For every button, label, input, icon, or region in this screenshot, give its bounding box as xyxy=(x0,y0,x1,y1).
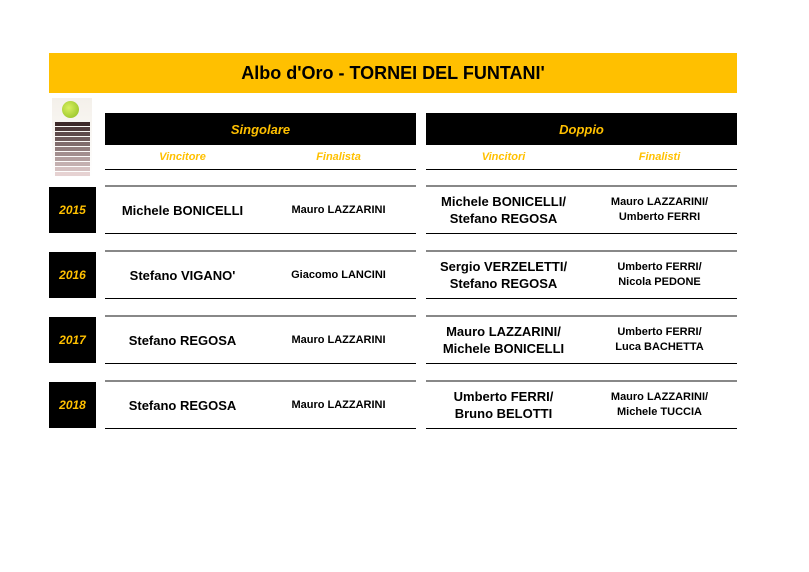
section-doppio: Doppio xyxy=(426,113,737,145)
logo-stripe xyxy=(55,152,90,156)
player: Sergio VERZELETTI/ xyxy=(439,259,568,274)
logo-stripe xyxy=(55,137,90,141)
doppio-finalisti xyxy=(582,382,737,428)
row-bottom-line xyxy=(426,363,737,364)
player: Stefano REGOSA xyxy=(449,211,558,226)
col-vincitori: Vincitori xyxy=(481,151,526,163)
singolare-vincitore: Michele BONICELLI xyxy=(121,202,244,218)
doppio-vincitori xyxy=(426,382,581,428)
player: Umberto FERRI xyxy=(618,211,701,223)
singolare-finalista: Giacomo LANCINI xyxy=(291,268,386,281)
player: Michele BONICELLI xyxy=(442,341,565,356)
player: Stefano REGOSA xyxy=(449,276,558,291)
singolare-finalista: Mauro LAZZARINI xyxy=(291,203,386,216)
singolare-finalista: Mauro LAZZARINI xyxy=(291,333,386,346)
player: Umberto FERRI/ xyxy=(453,389,554,404)
col-finalisti: Finalisti xyxy=(638,151,681,163)
tennis-logo xyxy=(52,98,92,178)
player: Mauro LAZZARINI/ xyxy=(446,324,561,339)
doppio-finalisti xyxy=(582,317,737,363)
player: Bruno BELOTTI xyxy=(454,406,553,421)
logo-stripe xyxy=(55,142,90,146)
logo-stripe xyxy=(55,157,90,161)
row-bottom-line xyxy=(105,233,416,234)
doppio-vincitori xyxy=(426,187,581,233)
doppio-vincitori xyxy=(426,317,581,363)
singolare-finalista: Mauro LAZZARINI xyxy=(291,398,386,411)
logo-stripe xyxy=(55,172,90,176)
player: Luca BACHETTA xyxy=(615,341,704,353)
singolare-vincitore: Stefano VIGANO' xyxy=(129,267,236,283)
player: Mauro LAZZARINI/ xyxy=(610,196,709,208)
player: Michele TUCCIA xyxy=(617,406,702,418)
singolare-vincitore: Stefano REGOSA xyxy=(128,397,237,413)
player: Umberto FERRI/ xyxy=(617,261,702,273)
row-bottom-line xyxy=(105,298,416,299)
logo-stripe xyxy=(55,132,90,136)
player: Mauro LAZZARINI/ xyxy=(610,391,709,403)
year-badge: 2016 xyxy=(49,252,96,298)
col-finalista: Finalista xyxy=(316,151,361,163)
player: Michele BONICELLI/ xyxy=(441,194,566,209)
divider xyxy=(105,169,416,170)
divider xyxy=(426,169,737,170)
section-singolare: Singolare xyxy=(105,113,416,145)
page-title: Albo d'Oro - TORNEI DEL FUNTANI' xyxy=(49,53,737,93)
row-bottom-line xyxy=(105,428,416,429)
tennis-ball-icon xyxy=(62,101,79,118)
row-bottom-line xyxy=(426,233,737,234)
doppio-finalisti xyxy=(582,187,737,233)
player: Nicola PEDONE xyxy=(618,276,701,288)
logo-stripe xyxy=(55,167,90,171)
logo-stripe xyxy=(55,122,90,126)
logo-stripe xyxy=(55,127,90,131)
row-bottom-line xyxy=(426,428,737,429)
doppio-finalisti xyxy=(582,252,737,298)
year-badge: 2015 xyxy=(49,187,96,233)
singolare-vincitore: Stefano REGOSA xyxy=(128,332,237,348)
row-bottom-line xyxy=(105,363,416,364)
logo-stripe xyxy=(55,162,90,166)
col-vincitore: Vincitore xyxy=(159,151,206,163)
doppio-vincitori xyxy=(426,252,581,298)
logo-stripe xyxy=(55,147,90,151)
player: Umberto FERRI/ xyxy=(617,326,702,338)
year-badge: 2017 xyxy=(49,317,96,363)
row-bottom-line xyxy=(426,298,737,299)
year-badge: 2018 xyxy=(49,382,96,428)
